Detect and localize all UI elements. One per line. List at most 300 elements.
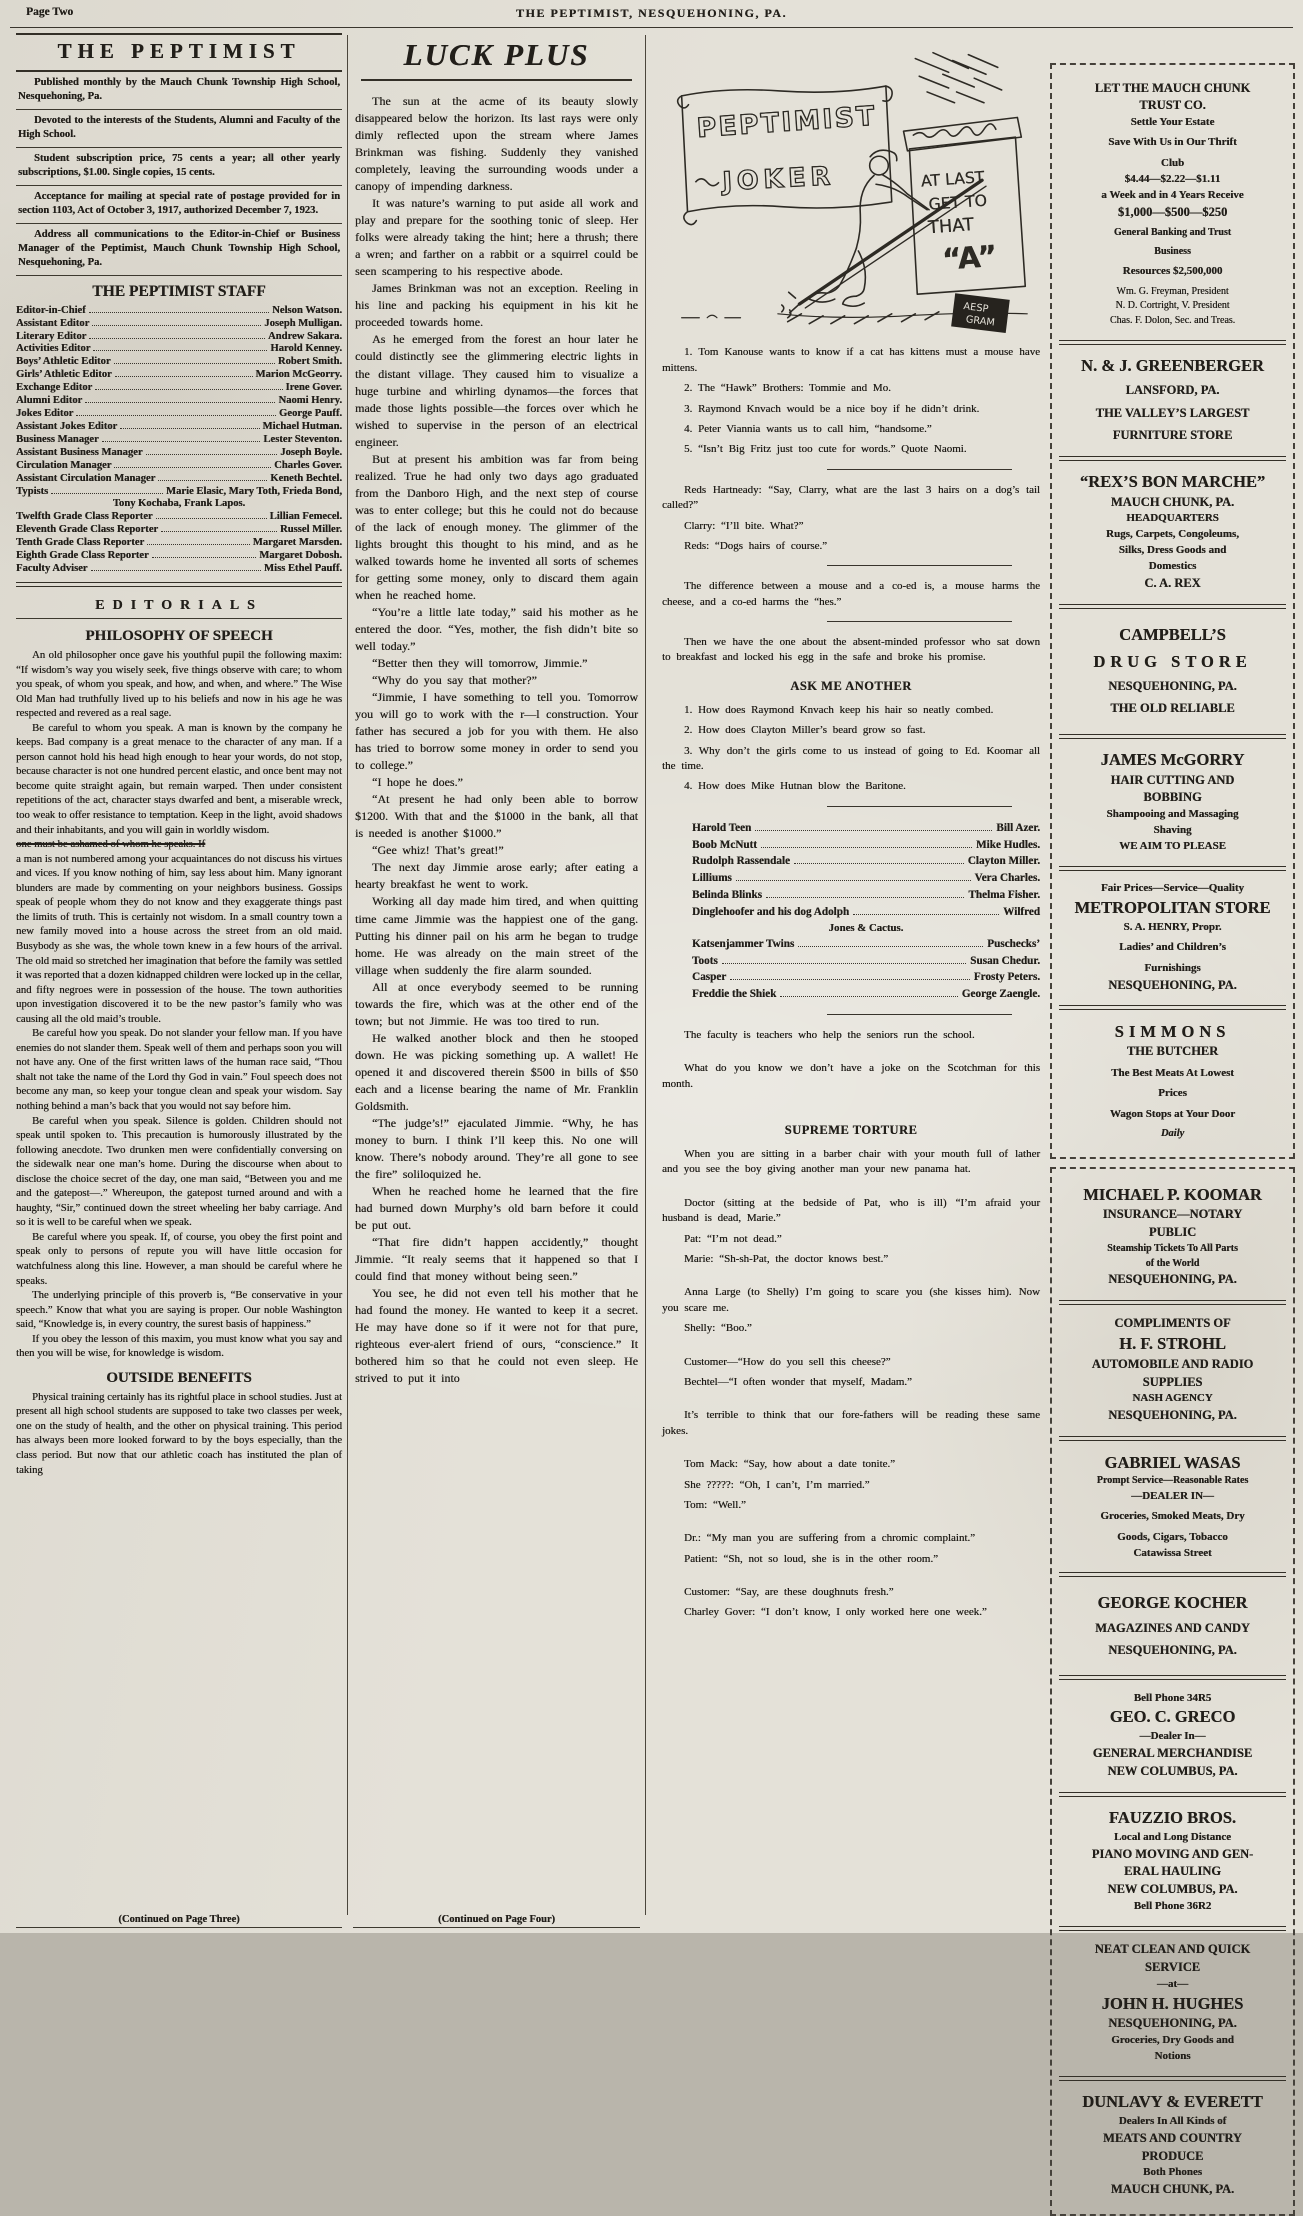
- masthead-title: THE PEPTIMIST: [57, 39, 301, 63]
- nickname-left: Freddie the Shiek: [692, 988, 777, 1001]
- ad-separator-rule: [1059, 340, 1286, 345]
- paragraph: Reds: “Dogs hairs of course.”: [684, 539, 828, 552]
- story-paragraph: “I hope he does.”: [372, 775, 463, 790]
- staff-row: [16, 421, 342, 434]
- ad-line: Groceries, Smoked Meats, Dry: [1100, 1510, 1245, 1523]
- ad-separator-rule: [1059, 1436, 1286, 1441]
- ad-separator-rule: [1059, 1926, 1286, 1931]
- ad-line: N. D. Cortright, V. President: [1115, 300, 1230, 312]
- nickname-right: Bill Azer.: [996, 821, 1040, 834]
- ad-line: Domestics: [1148, 560, 1197, 573]
- staff-row: [16, 447, 342, 460]
- paragraph: Then we have the one about the absent-minded professor who sat down to breakfast and locked his egg in the safe and broke his promise.: [662, 636, 1040, 664]
- staff-heading: THE PEPTIMIST STAFF: [92, 282, 266, 300]
- staff-name: Lester Steventon.: [263, 433, 342, 445]
- nickname-right: Frosty Peters.: [973, 971, 1040, 984]
- nickname-right: Susan Chedur.: [970, 954, 1040, 967]
- advertisement: [1058, 1177, 1287, 1296]
- story-paragraph: You see, he did not even tell his mother that he had found the money. He wanted to keep it a secret. He may have done so if it were not for that pure, righteous ever-alert friend of ours, “conscience.” It bothered him so that he could not even sleep. He strived to put it into: [355, 1286, 638, 1386]
- cartoon-sign-line: THAT: [927, 215, 975, 239]
- paragraph: 2. How does Clayton Miller’s beard grow so fast.: [684, 724, 926, 737]
- bottom-rule: [16, 1927, 342, 1928]
- running-head: THE PEPTIMIST, NESQUEHONING, PA.: [516, 6, 787, 20]
- ad-line: NASH AGENCY: [1132, 1392, 1213, 1405]
- ad-line: C. A. REX: [1144, 576, 1201, 590]
- staff-role: Assistant Business Manager: [16, 446, 143, 458]
- story-paragraph: “Jimmie, I have something to tell you. Tomorrow you will go to work with the r—l construction. Your father has secured a job for you with them. He also has tried to borrow some money in order to send you to college.”: [355, 690, 638, 773]
- nickname-left: Casper: [692, 971, 727, 984]
- nickname-left: Harold Teen: [692, 821, 752, 834]
- staff-name: Harold Kenney.: [270, 343, 342, 355]
- paragraph: Clarry: “I’ll bite. What?”: [684, 519, 804, 532]
- staff-name: Nelson Watson.: [272, 304, 342, 316]
- staff-row: [16, 305, 342, 318]
- nickname-right: Thelma Fisher.: [968, 889, 1040, 901]
- divider-rule: [16, 70, 342, 72]
- paragraph: The faculty is teachers who help the seniors run the school.: [684, 1028, 975, 1041]
- advertisement: [1058, 2085, 1287, 2206]
- dotted-leader: [95, 389, 282, 390]
- ad-line: MAUCH CHUNK, PA.: [1110, 2182, 1235, 2197]
- ad-line: GENERAL MERCHANDISE: [1092, 1746, 1253, 1761]
- staff-role: Twelfth Grade Class Reporter: [16, 511, 153, 523]
- advertisement: [1058, 465, 1287, 600]
- ad-line: INSURANCE—NOTARY: [1102, 1207, 1243, 1222]
- ad-line: N. & J. GREENBERGER: [1081, 356, 1264, 376]
- masthead-paragraph: Published monthly by the Mauch Chunk Township High School, Nesquehoning, Pa.: [18, 77, 340, 102]
- article-title: PHILOSOPHY OF SPEECH: [85, 628, 273, 645]
- ad-line: $4.44—$2.22—$1.11: [1124, 172, 1221, 185]
- cartoon-book: [951, 293, 1010, 333]
- ad-line: Bell Phone 34R5: [1133, 1691, 1212, 1704]
- nickname-row: [692, 870, 1040, 887]
- dotted-leader: [146, 454, 278, 455]
- dotted-leader: [152, 557, 257, 558]
- staff-name: Joseph Mulligan.: [264, 317, 342, 329]
- ad-line: NEW COLUMBUS, PA.: [1107, 1882, 1238, 1897]
- ad-line: AUTOMOBILE AND RADIO: [1091, 1356, 1254, 1371]
- nickname-left: Toots: [692, 954, 718, 967]
- story-paragraph: All at once everybody seemed to be running towards the fire, which was at the other end of the town; but not Jimmie. He was too tired to run.: [355, 979, 638, 1028]
- dotted-leader: [92, 325, 261, 326]
- ad-separator-rule: [1059, 1005, 1286, 1010]
- dotted-leader: [93, 350, 267, 351]
- staff-row: [16, 511, 342, 524]
- paragraph: Customer: “Say, are these doughnuts fresh.”: [684, 1586, 894, 1599]
- nickname-left: Lilliums: [692, 872, 732, 885]
- nickname-left: Katsenjammer Twins: [692, 937, 795, 950]
- ad-line: JOHN H. HUGHES: [1101, 1993, 1244, 2013]
- paragraph: a man is not numbered among your acquaintances do not discuss his virtues and vices. If you know nothing of him, say less about him. Many ignorant blunders are made by commenting on your neighbors business. Gossips speak of people whom they do not know and they exaggerate things past the limits of truth. This is certainly not wisdom. In a small country town a new family moved into a house across the street from an old maid. Busybody as she was, the whole town knew in a few hours of the arrival. The old maid so stretched her imagination that before the family was settled it was reported that a dozen kidnapped children were locked up in the cellar, and fifty negroes were in possession of the house. The town authorities upon investigation discovered it to be the new pastor’s family who was causing all the old maid’s trouble.: [16, 852, 343, 1025]
- nickname-right: Mike Hudles.: [975, 838, 1040, 851]
- divider-rule: [827, 565, 1012, 566]
- ad-line: Catawissa Street: [1133, 1546, 1212, 1559]
- staff-row: [16, 473, 342, 486]
- spacer: [662, 1183, 1040, 1196]
- staff-row: [16, 486, 342, 499]
- ad-separator-rule: [1059, 734, 1286, 739]
- story-paragraph: “Why do you say that mother?”: [372, 673, 537, 688]
- ad-line: Silks, Dress Goods and: [1118, 544, 1227, 557]
- ad-line: Chas. F. Dolon, Sec. and Treas.: [1109, 314, 1236, 326]
- dotted-leader: [755, 830, 992, 831]
- editorials-heading: EDITORIALS: [95, 598, 263, 614]
- cartoon-sign-line: “A”: [941, 238, 999, 277]
- staff-name: Marie Elasic, Mary Toth, Frieda Bond,: [166, 485, 342, 497]
- staff-row: [16, 434, 342, 447]
- staff-name: Margaret Dobosh.: [259, 550, 342, 562]
- paragraph: Be careful where you speak. If, of course, you obey the first point and speak only to persons of repute you will have little occasion for watchfulness along this line. However, a man should be careful where he speaks.: [16, 1230, 342, 1287]
- staff-role: Boys’ Athletic Editor: [16, 356, 111, 368]
- advertisement: [1058, 1684, 1287, 1787]
- ad-line: PUBLIC: [1148, 1225, 1197, 1240]
- ad-line: —Dealer In—: [1139, 1730, 1206, 1743]
- ad-separator-rule: [1059, 456, 1286, 461]
- ad-line: a Week and in 4 Years Receive: [1101, 188, 1244, 201]
- ad-line: H. F. STROHL: [1119, 1334, 1226, 1354]
- dotted-leader: [120, 428, 259, 429]
- column-advertisements: [1050, 33, 1295, 2197]
- paragraph: 4. How does Mike Hutnan blow the Baritone.: [684, 780, 906, 793]
- column-rule: [645, 35, 646, 1915]
- masthead-paragraph: Acceptance for mailing at special rate of postage provided for in section 1103, Act of October 3, 1917, authorized December 7, 1923.: [18, 190, 340, 216]
- article-body: [16, 1390, 342, 1477]
- section-heading: ASK ME ANOTHER: [790, 678, 912, 693]
- spacer: [662, 1518, 1040, 1531]
- continued-notice: (Continued on Page Four): [438, 1914, 555, 1925]
- article-body: [16, 648, 342, 1361]
- ad-separator-rule: [1059, 604, 1286, 609]
- ad-line: MEATS AND COUNTRY: [1103, 2130, 1242, 2145]
- masthead-paragraphs: [16, 76, 342, 276]
- paragraph: Customer—“How do you sell this cheese?”: [684, 1355, 891, 1368]
- staff-role: Typists: [16, 485, 49, 497]
- staff-row: [16, 563, 342, 576]
- nickname-right: Vera Charles.: [974, 872, 1040, 885]
- divider-rule: [16, 147, 342, 148]
- ad-line: The Best Meats At Lowest: [1111, 1066, 1234, 1079]
- ad-line: Settle Your Estate: [1130, 116, 1215, 128]
- ad-line: DUNLAVY & EVERETT: [1082, 2092, 1263, 2112]
- staff-name: Michael Hutman.: [262, 420, 342, 432]
- ad-line: NESQUEHONING, PA.: [1108, 1642, 1237, 1657]
- advertisement: [1058, 73, 1287, 336]
- divider-rule: [827, 621, 1012, 622]
- ad-line: Club: [1160, 156, 1185, 169]
- ad-line: Prompt Service—Reasonable Rates: [1096, 1475, 1249, 1487]
- staff-row: [16, 369, 342, 382]
- nickname-row: [692, 969, 1040, 986]
- ad-line: GABRIEL WASAS: [1104, 1452, 1241, 1472]
- divider-rule: [16, 223, 342, 224]
- staff-role: Jokes Editor: [16, 408, 74, 420]
- paragraph: The difference between a mouse and a co-ed is, a mouse harms the cheese, and a co-ed harms the “hes.”: [662, 580, 1040, 608]
- ad-line: NESQUEHONING, PA.: [1108, 2016, 1237, 2031]
- dotted-leader: [798, 946, 983, 947]
- staff-role: Alumni Editor: [16, 395, 83, 407]
- continued-notice: (Continued on Page Three): [118, 1914, 240, 1925]
- column-masthead-editorials: [16, 33, 342, 1928]
- story-paragraph: He walked another block and then he stooped down. He was picking something up. A wallet! He opened it and discovered therein $500 in bills of $50 each and a license bearing the name of Mr. Franklin Goldsmith.: [355, 1030, 638, 1113]
- ad-line: Resources $2,500,000: [1122, 265, 1223, 278]
- divider-rule: [827, 469, 1012, 470]
- spacer: [662, 1444, 1040, 1457]
- ad-separator-rule: [1059, 866, 1286, 871]
- paragraph: Anna Large (to Shelly) I’m going to scare you (she kisses him). Now you scare me.: [662, 1286, 1040, 1314]
- ad-line: METROPOLITAN STORE: [1074, 898, 1271, 918]
- peptimist-joker-cartoon: [662, 35, 1040, 337]
- ad-line: THE BUTCHER: [1126, 1044, 1219, 1059]
- dotted-leader: [147, 544, 250, 545]
- nickname-left: Boob McNutt: [692, 838, 757, 851]
- staff-row: [16, 550, 342, 563]
- page-header: [0, 0, 1303, 24]
- staff-role: Assistant Jokes Editor: [16, 420, 118, 432]
- divider-rule: [16, 618, 342, 619]
- spacer: [662, 1342, 1040, 1355]
- staff-name: Andrew Sakara.: [268, 330, 342, 342]
- dotted-leader: [89, 312, 270, 313]
- story-paragraph: “You’re a little late today,” said his mother as he entered the door. “Yes, mother, the fish didn’t bite so well today.”: [355, 604, 638, 653]
- ad-line: MAGAZINES AND CANDY: [1095, 1620, 1250, 1635]
- struck-text-line: one must be ashamed of whom he speaks. If: [16, 838, 206, 851]
- jokes-body: [662, 345, 1040, 1620]
- advertisement: [1058, 1445, 1287, 1568]
- nickname-right: George Zaengle.: [961, 988, 1040, 1001]
- staff-row: [16, 460, 342, 473]
- paragraph: Bechtel—“I often wonder that myself, Madam.”: [684, 1375, 912, 1388]
- story-paragraph: James Brinkman was not an exception. Reeling in his line and packing his equipment in his kit he proceeded towards home.: [355, 281, 638, 330]
- cartoon-squiggle: [695, 179, 719, 186]
- ad-line: Wagon Stops at Your Door: [1109, 1107, 1236, 1120]
- divider-rule: [16, 109, 342, 110]
- staff-row: [16, 524, 342, 537]
- ad-line: NEAT CLEAN AND QUICK: [1094, 1942, 1251, 1957]
- story-paragraph: But at present his ambition was far from being realized. True he had only two days ago graduated from the Danboro High, and the next step of course was to enter college; but this he could not do because of the lack of enough money. The glimmer of the lights brought this thought to his mind, and as he walked towards home he invented all sorts of schemes for getting some money, only to discard them again when he reached home.: [355, 451, 638, 602]
- ad-line: Bell Phone 36R2: [1133, 1899, 1212, 1912]
- paragraph: 5. “Isn’t Big Fritz just too cute for words.” Quote Naomi.: [684, 443, 967, 456]
- ad-line: PRODUCE: [1141, 2148, 1204, 2163]
- nickname-row: [692, 837, 1040, 854]
- nickname-row: [692, 936, 1040, 953]
- staff-role: Faculty Adviser: [16, 563, 88, 575]
- ad-line: Groceries, Dry Goods and: [1111, 2033, 1234, 2046]
- ad-line: Prices: [1158, 1087, 1187, 1100]
- staff-name-continuation: Tony Kochaba, Frank Lapos.: [112, 498, 246, 510]
- dotted-leader: [76, 415, 276, 416]
- staff-role: Eighth Grade Class Reporter: [16, 550, 149, 562]
- staff-role: Eleventh Grade Class Reporter: [16, 524, 159, 536]
- paragraph: Be careful when you speak. Silence is golden. Children should not speak until spoken to. This precaution is humorously illustrated by the following anecdote. Two drunken men were confidentially conversing on the sidewalk near one man’s home. During the discourse when about to disclose the choice secret of the day, one man said, “Between you and me and the gatepost—.” Whereupon, the gatepost turned around and with a haughty, “Sir,” continued down the street wheeling her baby carriage. And so it is well to be careful when we speak.: [16, 1114, 342, 1229]
- ad-line: JAMES McGORRY: [1100, 750, 1245, 769]
- dotted-leader: [89, 338, 265, 339]
- staff-row: [16, 395, 342, 408]
- ad-line: NESQUEHONING, PA.: [1108, 1272, 1237, 1287]
- ad-separator-rule: [1059, 1300, 1286, 1305]
- ad-line: TRUST CO.: [1139, 98, 1206, 113]
- ad-line: MICHAEL P. KOOMAR: [1083, 1184, 1262, 1204]
- ad-line: GEO. C. GRECO: [1109, 1707, 1236, 1727]
- page-number-label: Page Two: [26, 6, 74, 18]
- paragraph: Dr.: “My man you are suffering from a chromic complaint.”: [684, 1532, 976, 1545]
- ad-line: Daily: [1160, 1127, 1185, 1139]
- ad-line: HAIR CUTTING AND: [1110, 772, 1235, 787]
- divider-rule: [361, 79, 632, 81]
- ad-line: Shaving: [1153, 824, 1192, 837]
- paragraph: 2. The “Hawk” Brothers: Tommie and Mo.: [684, 382, 891, 395]
- advertisement: [1058, 349, 1287, 452]
- ad-line: Rugs, Carpets, Congoleums,: [1106, 528, 1239, 541]
- staff-row: [16, 382, 342, 395]
- ad-line: WE AIM TO PLEASE: [1119, 839, 1226, 852]
- dotted-leader: [51, 493, 163, 494]
- nickname-left: Belinda Blinks: [692, 889, 762, 901]
- paragraph: Pat: “I’m not dead.”: [684, 1232, 782, 1245]
- ad-line: Notions: [1154, 2049, 1191, 2062]
- advertisement: [1058, 875, 1287, 1002]
- cartoon-sign-text: [920, 167, 998, 278]
- advertisement: [1058, 1581, 1287, 1671]
- staff-role: Editor-in-Chief: [16, 304, 86, 316]
- section-heading: SUPREME TORTURE: [784, 1123, 918, 1138]
- ad-line: Wm. G. Freyman, President: [1116, 285, 1229, 297]
- staff-name: Miss Ethel Pauff.: [264, 563, 342, 575]
- staff-row: [16, 318, 342, 331]
- ad-line: Furnishings: [1144, 961, 1201, 974]
- ad-line: DRUG STORE: [1093, 651, 1252, 671]
- nickname-row: [692, 820, 1040, 837]
- staff-role: Assistant Circulation Manager: [16, 472, 156, 484]
- dotted-leader: [114, 363, 275, 364]
- paragraph: Physical training certainly has its rightful place in school studies. Just at present all high school students are supposed to take two classes per week, one on the study of health, and the other on physical training. This period has always been more looked forward to by the boys especially, than the class period. But now that our athletic coach has instituted the plan of taking: [16, 1390, 342, 1476]
- ad-line: MAUCH CHUNK, PA.: [1110, 494, 1235, 509]
- ad-line: SIMMONS: [1114, 1021, 1231, 1041]
- dotted-leader: [722, 963, 966, 964]
- ad-line: Shampooing and Massaging: [1106, 808, 1239, 821]
- nickname-row: [692, 887, 1040, 904]
- ad-line: NESQUEHONING, PA.: [1108, 679, 1237, 693]
- paragraph: Be careful to whom you speak. A man is known by the company he keeps. Bad company is a great menace to the character of any man. If a person cannot hold his head high enough to hear your words, do not stop, because character is not one hundred percent elastic, and once bent may not become quite straight again, but remain warped. Then under consistent repetitions of the act, character stays dwarfed and bent, a miserable wreck, too weak to offer resistance to temptation. Keep in the light, avoid shadows and their inhabitants, and you will gain in worldly wisdom.: [16, 721, 342, 836]
- nickname-left: Rudolph Rassendale: [692, 855, 790, 868]
- ad-line: Dealers In All Kinds of: [1118, 2114, 1227, 2127]
- dotted-leader: [102, 441, 261, 442]
- staff-role: Literary Editor: [16, 330, 87, 342]
- ad-line: COMPLIMENTS OF: [1114, 1316, 1231, 1331]
- staff-row: [16, 537, 342, 550]
- cartoon-banner-text: PEPTIMIST: [695, 100, 878, 145]
- cartoon-book-label: GRAM: [965, 314, 996, 329]
- spacer: [662, 1048, 1040, 1061]
- nickname-continuation: Jones & Cactus.: [828, 921, 904, 934]
- ad-separator-rule: [1059, 1572, 1286, 1577]
- ad-line: Steamship Tickets To All Parts: [1107, 1242, 1238, 1254]
- staff-name: Irene Gover.: [285, 382, 342, 394]
- masthead-paragraph: Address all communications to the Editor-in-Chief or Business Manager of the Peptimist, Mauch Chunk Township High School, Nesquehoning, Pa.: [18, 228, 340, 268]
- paragraph: If you obey the lesson of this maxim, you must know what you say and then you will be wise, for knowledge is wisdom.: [16, 1332, 342, 1360]
- paragraph: Charley Gover: “I don’t know, I only worked here one week.”: [684, 1606, 987, 1619]
- staff-role: Circulation Manager: [16, 459, 112, 471]
- story-title: LUCK PLUS: [403, 37, 590, 72]
- ad-line: $1,000—$500—$250: [1117, 204, 1228, 219]
- paragraph: 1. How does Raymond Knvach keep his hair so neatly combed.: [684, 703, 994, 716]
- staff-row: [16, 343, 342, 356]
- divider-rule: [827, 1014, 1012, 1015]
- staff-row: [16, 331, 342, 344]
- ad-line: Ladies’ and Children’s: [1119, 941, 1226, 954]
- cartoon-book-label: AESP: [962, 301, 989, 316]
- ad-separator-rule: [1059, 1675, 1286, 1680]
- ad-line: LANSFORD, PA.: [1125, 383, 1220, 398]
- ad-separator-rule: [1059, 1792, 1286, 1797]
- staff-role: Tenth Grade Class Reporter: [16, 537, 145, 549]
- bottom-rule: [353, 1927, 640, 1928]
- cartoon-drawing-icon: [662, 35, 1040, 337]
- column-luck-plus: [353, 33, 640, 1928]
- nickname-row: [692, 986, 1040, 1003]
- staff-name: Lillian Femecel.: [269, 511, 342, 523]
- double-rule: [16, 582, 342, 587]
- ad-line: Local and Long Distance: [1113, 1830, 1232, 1843]
- paragraph: Tom: “Well.”: [684, 1498, 746, 1511]
- advertisement: [1058, 1309, 1287, 1432]
- ad-line: FURNITURE STORE: [1112, 427, 1233, 442]
- story-paragraph: When he reached home he learned that the fire had burned down Murphy’s old barn before it could be put out.: [355, 1184, 638, 1233]
- paragraph: What do you know we don’t have a joke on the Scotchman for this month.: [662, 1062, 1040, 1090]
- masthead-paragraph: Student subscription price, 75 cents a year; all other yearly subscriptions, $1.00. Single copies, 15 cents.: [18, 152, 340, 178]
- paragraph: Be careful how you speak. Do not slander your fellow man. If you have enemies do not slander them. Speak well of them and perhaps soon you will not have any. One of the first written laws of the human race said, “Thou shalt not take the name of the Lord thy God in vain.” Foul speech does not become any man, so keep your tongue clean and speak your wisdom. Say nothing behind a man’s back that you would not say before him.: [16, 1027, 342, 1112]
- staff-role: Girls’ Athletic Editor: [16, 369, 112, 381]
- nickname-row: [692, 904, 1040, 921]
- nickname-row: [692, 953, 1040, 970]
- ad-line: CAMPBELL’S: [1119, 624, 1226, 644]
- paragraph: Shelly: “Boo.”: [684, 1322, 752, 1335]
- advertisement: [1058, 743, 1287, 862]
- dotted-leader: [761, 847, 972, 848]
- paragraph: The underlying principle of this proverb is, “Be conservative in your speech.” Know that what you are saying is proper. Our noble Washington said, “Knowledge is, in every country, the surest basis of happiness.”: [16, 1289, 342, 1331]
- nickname-right: Puschecks’: [987, 937, 1040, 950]
- divider-rule: [827, 806, 1012, 807]
- article-title: OUTSIDE BENEFITS: [106, 1369, 252, 1386]
- ad-line: SERVICE: [1144, 1959, 1201, 1974]
- column-rule: [347, 35, 348, 1915]
- dotted-leader: [780, 996, 957, 997]
- advertisement: [1058, 1014, 1287, 1149]
- ad-line: —at—: [1156, 1977, 1189, 1990]
- ad-line: Business: [1154, 245, 1191, 257]
- ad-line: S. A. HENRY, Propr.: [1123, 920, 1222, 933]
- paragraph: An old philosopher once gave his youthful pupil the following maxim: “If wisdom’s way you wisely seek, five things observe with care; to whom you speak, of whom you speak, and how, and when, and where.” The Wise Old Man had truthfully lived up to his beliefs and now in his age he was respected and revered as a real sage.: [16, 649, 342, 720]
- paragraph: Tom Mack: “Say, how about a date tonite.”: [684, 1458, 896, 1471]
- spacer: [662, 1395, 1040, 1408]
- ad-line: NEW COLUMBUS, PA.: [1107, 1763, 1238, 1778]
- story-body: [355, 93, 638, 1387]
- story-paragraph: As he emerged from the forest an hour later he could distinctly see the glimmering electric lights in the distant village. They caused him to visualize a huge turbine and whirling dynamos—the forces that made those lights possible—the forces over which he wished to supervise in the person of an electrical engineer.: [355, 332, 638, 449]
- ad-line: of the World: [1145, 1257, 1200, 1269]
- ad-line: HEADQUARTERS: [1126, 512, 1219, 525]
- dotted-leader: [158, 480, 267, 481]
- ad-separator-rule: [1059, 2076, 1286, 2081]
- ad-line: BOBBING: [1143, 790, 1202, 805]
- columns: [0, 28, 1303, 2197]
- ad-line: SUPPLIES: [1142, 1374, 1203, 1389]
- cartoon-banner-text: JOKER: [721, 161, 836, 198]
- dotted-leader: [114, 467, 271, 468]
- dotted-leader: [85, 402, 275, 403]
- story-paragraph: “Better then they will tomorrow, Jimmie.”: [372, 656, 588, 671]
- nickname-left: Dinglehoofer and his dog Adolph: [692, 905, 850, 918]
- story-paragraph: The next day Jimmie arose early; after eating a hearty breakfast he went to work.: [355, 860, 638, 892]
- ad-line: Fair Prices—Service—Quality: [1100, 882, 1245, 895]
